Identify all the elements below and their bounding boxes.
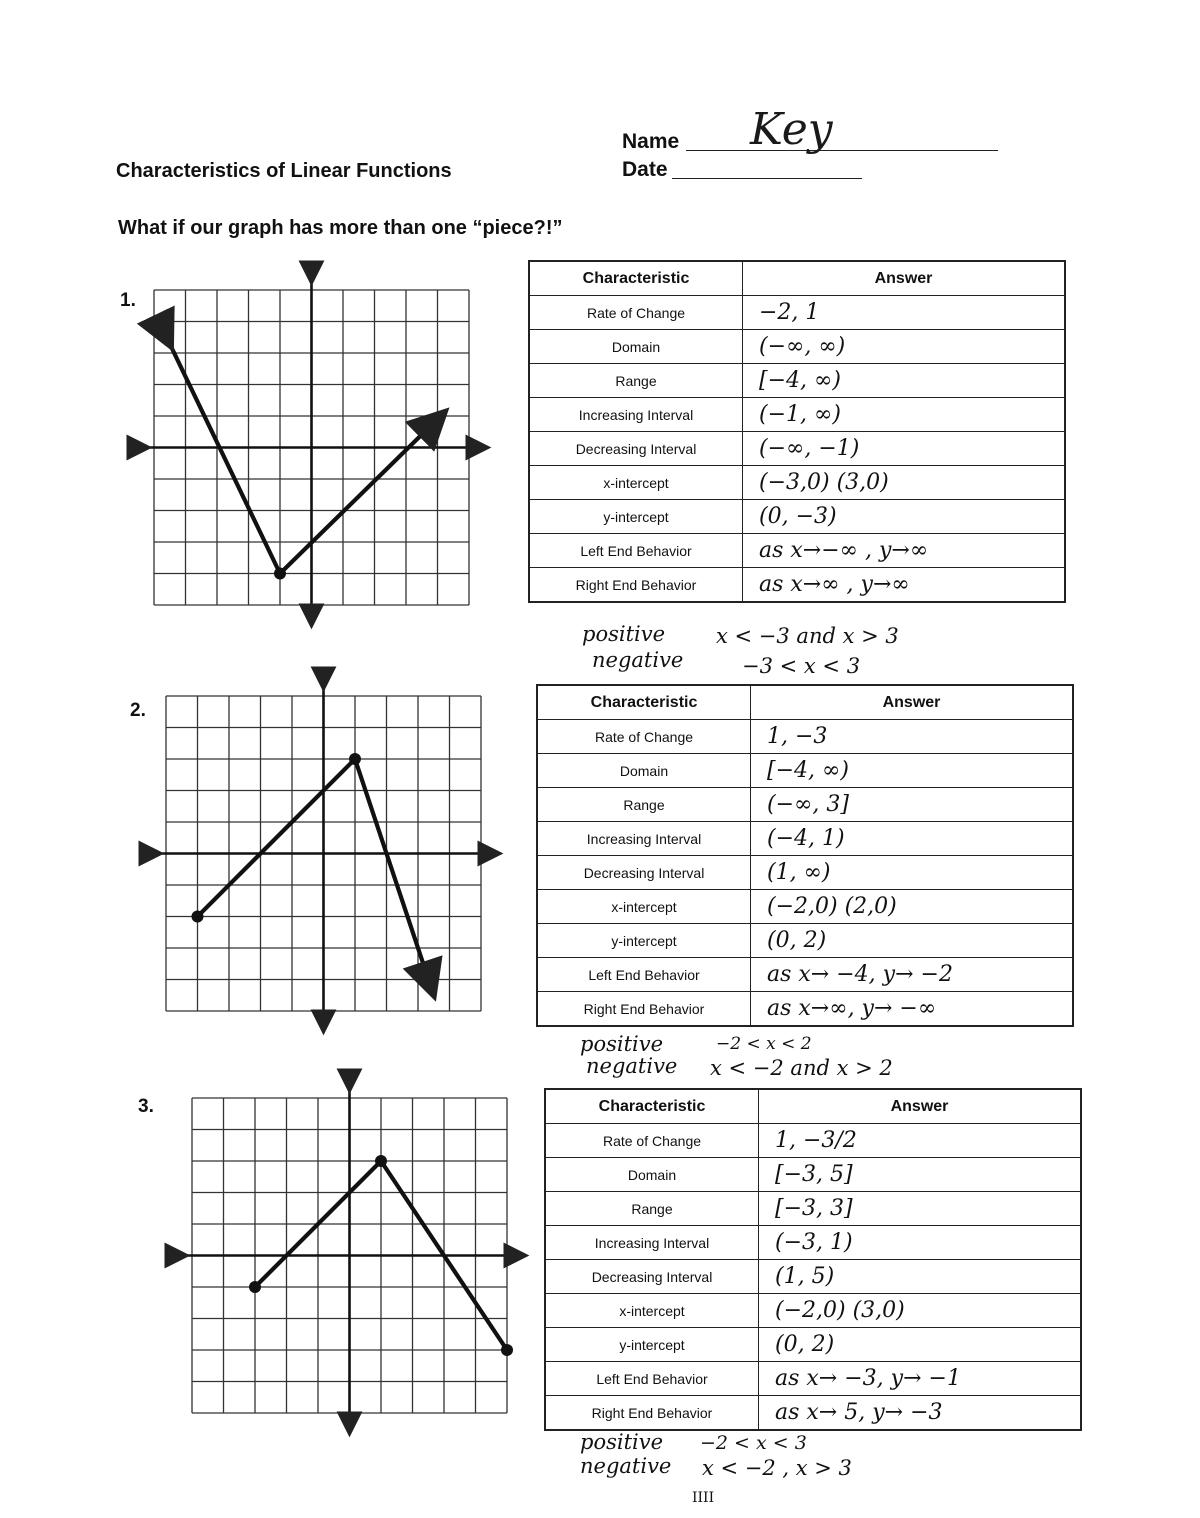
problem-1-graph xyxy=(140,268,490,623)
table-row xyxy=(529,500,1065,534)
characteristic-cell: Increasing Interval xyxy=(529,398,743,432)
table-row xyxy=(529,534,1065,568)
characteristic-cell: Right End Behavior xyxy=(545,1396,759,1431)
table-row xyxy=(537,754,1073,788)
characteristic-cell: Range xyxy=(537,788,751,822)
table-header-row xyxy=(529,261,1065,296)
problem-3-table xyxy=(544,1088,1082,1431)
table-row xyxy=(529,296,1065,330)
answer-cell: (−1, ∞) xyxy=(743,398,1066,432)
problem-3-positive-label: positive xyxy=(580,1430,664,1454)
characteristic-cell: Domain xyxy=(545,1158,759,1192)
characteristic-cell: y-intercept xyxy=(545,1328,759,1362)
characteristic-cell: Rate of Change xyxy=(529,296,743,330)
answer-cell: as x→−∞ , y→∞ xyxy=(743,534,1066,568)
name-value: Key xyxy=(750,104,833,155)
characteristic-cell: x-intercept xyxy=(545,1294,759,1328)
problem-3-negative-value: x < −2 , x > 3 xyxy=(702,1456,852,1480)
characteristic-header: Characteristic xyxy=(529,261,743,296)
problem-1-table xyxy=(528,260,1066,603)
answer-cell: as x→∞, y→ −∞ xyxy=(751,992,1074,1027)
answer-cell: (−∞, 3] xyxy=(751,788,1074,822)
characteristic-cell: Rate of Change xyxy=(545,1124,759,1158)
table-row xyxy=(529,398,1065,432)
answer-header: Answer xyxy=(751,685,1074,720)
endpoint-dot xyxy=(249,1281,261,1293)
characteristic-cell: y-intercept xyxy=(529,500,743,534)
characteristic-cell: Decreasing Interval xyxy=(545,1260,759,1294)
problem-1-positive-label: positive xyxy=(582,622,666,646)
problem-3-graph xyxy=(176,1078,521,1428)
function-line-segment xyxy=(167,337,280,573)
problem-3-number: 3. xyxy=(138,1096,154,1117)
table-row xyxy=(545,1362,1081,1396)
answer-cell: (−∞, −1) xyxy=(743,432,1066,466)
table-row xyxy=(537,890,1073,924)
problem-1-number: 1. xyxy=(120,290,136,311)
problem-2-negative-value: x < −2 and x > 2 xyxy=(710,1056,893,1080)
characteristic-cell: Right End Behavior xyxy=(529,568,743,603)
answer-cell: (−3,0) (3,0) xyxy=(743,466,1066,500)
endpoint-dot xyxy=(192,911,204,923)
characteristic-cell: y-intercept xyxy=(537,924,751,958)
worksheet-title: Characteristics of Linear Functions xyxy=(116,160,452,182)
characteristic-cell: Left End Behavior xyxy=(529,534,743,568)
characteristic-cell: Domain xyxy=(537,754,751,788)
problem-2-negative-label: negative xyxy=(586,1054,678,1078)
table-row xyxy=(545,1260,1081,1294)
table-row xyxy=(545,1396,1081,1431)
table-row xyxy=(537,822,1073,856)
answer-cell: 1, −3/2 xyxy=(759,1124,1082,1158)
answer-cell: (−3, 1) xyxy=(759,1226,1082,1260)
answer-cell: as x→ −3, y→ −1 xyxy=(759,1362,1082,1396)
table-row xyxy=(545,1158,1081,1192)
characteristic-cell: x-intercept xyxy=(529,466,743,500)
characteristic-cell: x-intercept xyxy=(537,890,751,924)
endpoint-dot xyxy=(349,753,361,765)
answer-cell: [−3, 5] xyxy=(759,1158,1082,1192)
answer-cell: (1, 5) xyxy=(759,1260,1082,1294)
table-row xyxy=(529,330,1065,364)
answer-cell: (−4, 1) xyxy=(751,822,1074,856)
table-row xyxy=(545,1328,1081,1362)
table-row xyxy=(529,364,1065,398)
characteristic-header: Characteristic xyxy=(537,685,751,720)
table-row xyxy=(537,924,1073,958)
answer-cell: −2, 1 xyxy=(743,296,1066,330)
problem-2-positive-label: positive xyxy=(580,1032,664,1056)
table-row xyxy=(529,432,1065,466)
function-line-segment xyxy=(355,759,431,986)
characteristic-cell: Increasing Interval xyxy=(537,822,751,856)
characteristic-cell: Increasing Interval xyxy=(545,1226,759,1260)
answer-header: Answer xyxy=(759,1089,1082,1124)
answer-cell: (0, 2) xyxy=(751,924,1074,958)
characteristic-cell: Range xyxy=(529,364,743,398)
answer-cell: 1, −3 xyxy=(751,720,1074,754)
problem-3-positive-value: −2 < x < 3 xyxy=(700,1432,807,1454)
date-label: Date xyxy=(622,158,668,181)
problem-2-table xyxy=(536,684,1074,1027)
characteristic-cell: Decreasing Interval xyxy=(537,856,751,890)
table-row xyxy=(537,992,1073,1027)
answer-cell: [−4, ∞) xyxy=(751,754,1074,788)
characteristic-cell: Range xyxy=(545,1192,759,1226)
problem-2-graph xyxy=(150,676,500,1026)
table-row xyxy=(545,1294,1081,1328)
characteristic-cell: Right End Behavior xyxy=(537,992,751,1027)
date-line xyxy=(672,178,862,179)
answer-cell: as x→∞ , y→∞ xyxy=(743,568,1066,603)
table-row xyxy=(529,568,1065,603)
table-row xyxy=(537,958,1073,992)
problem-2-number: 2. xyxy=(130,700,146,721)
answer-cell: as x→ −4, y→ −2 xyxy=(751,958,1074,992)
table-row xyxy=(529,466,1065,500)
answer-header: Answer xyxy=(743,261,1066,296)
answer-cell: (0, −3) xyxy=(743,500,1066,534)
answer-cell: (1, ∞) xyxy=(751,856,1074,890)
answer-cell: (−2,0) (3,0) xyxy=(759,1294,1082,1328)
answer-cell: [−4, ∞) xyxy=(743,364,1066,398)
problem-1-negative-label: negative xyxy=(592,648,684,672)
endpoint-dot xyxy=(501,1344,513,1356)
answer-cell: (−∞, ∞) xyxy=(743,330,1066,364)
characteristic-cell: Decreasing Interval xyxy=(529,432,743,466)
endpoint-dot xyxy=(375,1155,387,1167)
characteristic-cell: Rate of Change xyxy=(537,720,751,754)
table-row xyxy=(545,1192,1081,1226)
answer-cell: [−3, 3] xyxy=(759,1192,1082,1226)
name-label: Name xyxy=(622,130,680,153)
table-row xyxy=(537,788,1073,822)
problem-1-negative-value: −3 < x < 3 xyxy=(742,654,861,678)
characteristic-cell: Left End Behavior xyxy=(537,958,751,992)
table-row xyxy=(537,856,1073,890)
function-line-segment xyxy=(198,759,356,917)
table-row xyxy=(537,720,1073,754)
table-header-row xyxy=(545,1089,1081,1124)
table-header-row xyxy=(537,685,1073,720)
answer-cell: (0, 2) xyxy=(759,1328,1082,1362)
problem-3-negative-label: negative xyxy=(580,1454,672,1478)
function-line-segment xyxy=(280,419,438,573)
characteristic-header: Characteristic xyxy=(545,1089,759,1124)
name-line xyxy=(686,150,998,151)
characteristic-cell: Domain xyxy=(529,330,743,364)
worksheet-subtitle: What if our graph has more than one “piece?!” xyxy=(118,217,563,239)
endpoint-dot xyxy=(274,568,286,580)
table-row xyxy=(545,1226,1081,1260)
answer-cell: as x→ 5, y→ −3 xyxy=(759,1396,1082,1431)
answer-cell: (−2,0) (2,0) xyxy=(751,890,1074,924)
problem-1-positive-value: x < −3 and x > 3 xyxy=(716,624,899,648)
table-row xyxy=(545,1124,1081,1158)
problem-2-positive-value: −2 < x < 2 xyxy=(716,1034,812,1054)
page-footer-mark: IIII xyxy=(692,1490,715,1506)
characteristic-cell: Left End Behavior xyxy=(545,1362,759,1396)
